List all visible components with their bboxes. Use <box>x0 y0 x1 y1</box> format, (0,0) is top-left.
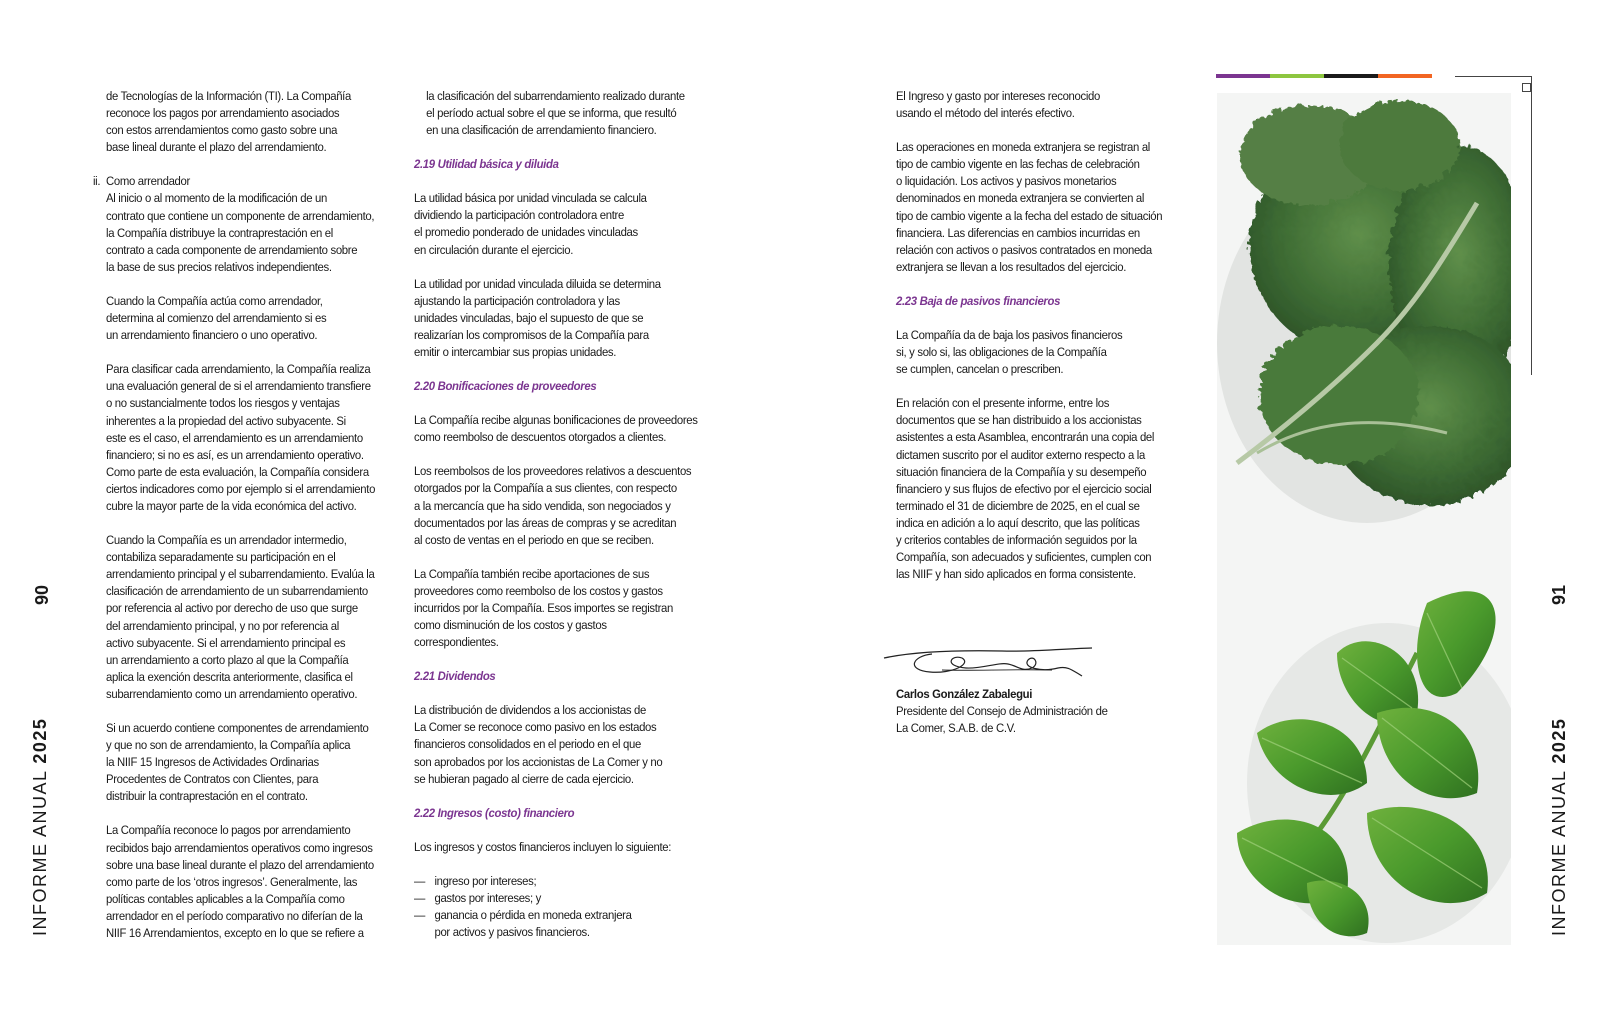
decorative-frame-square <box>1522 83 1531 92</box>
paragraph: La distribución de dividendos a los accionistas de La Comer se reconoce como pasivo en los estados financieros consolidados en el periodo en el que son aprobados por los accionistas de La Comer y no se hubieran pagado al cierre de cada ejercicio. <box>414 703 663 786</box>
page-number-right: 91 <box>1549 584 1569 605</box>
dash-list-item <box>414 890 704 907</box>
paragraph: La Compañía también recibe aportaciones de sus proveedores como reembolso de los costos y gastos incurridos por la Compañía. Esos importes se registran como disminución de los costos y gastos correspondientes. <box>414 566 673 650</box>
dash-bullet: — <box>414 890 426 905</box>
paragraph: El Ingreso y gasto por intereses reconocido usando el método del interés efectivo. <box>896 89 1101 121</box>
signature-block <box>896 686 1186 737</box>
color-bars <box>1216 74 1432 78</box>
side-label-year: 2025 <box>30 717 50 764</box>
page-number-left: 90 <box>32 584 52 605</box>
paragraph: La utilidad por unidad vinculada diluida se determina ajustando la participación controladora y las unidades vinculadas, bajo el supuesto de que se realizarían los compromisos de la Compañía para emitir o intercambiar sus propias unidades. <box>414 276 661 360</box>
list-item-ii <box>92 173 396 276</box>
paragraph: Los ingresos y costos financieros incluyen lo siguiente: <box>414 839 672 854</box>
paragraph: Al inicio o al momento de la modificación de un contrato que contiene un componente de arrendamiento, la Compañía distribuye la contraprestación en el contrato a cada componente de arrendamiento sobre la base de sus precios relativos independientes. <box>106 191 375 274</box>
column-1 <box>92 88 396 959</box>
paragraph: Las operaciones en moneda extranjera se registran al tipo de cambio vigente en las fechas de celebración o liquidación. Los activos y pasivos monetarios denominados en moneda extranjera se convierten al tipo de cambio vigente a la fecha del estado de situación financiera. Las diferencias en cambios incurridas en relación con activos o pasivos contratados en moneda extranjera se llevan a los resultados del ejercicio. <box>896 140 1163 274</box>
dash-list-item <box>414 873 704 890</box>
signatory-name: Carlos González Zabalegui <box>896 687 1033 701</box>
paragraph: Cuando la Compañía es un arrendador intermedio, contabiliza separadamente su participación en el arrendamiento principal y el subarrendamiento. Evalúa la clasificación de arrendamiento de un subarrendamiento por referencia al activo por derecho de uso que surge del arrendamiento principal, y no por referencia al activo subyacente. Si el arrendamiento principal es un arrendamiento a corto plazo al que la Compañía aplica la exención descrita anteriormente, clasifica el subarrendamiento como un arrendamiento operativo. <box>106 533 375 701</box>
paragraph: de Tecnologías de la Información (TI). La Compañía reconoce los pagos por arrendamiento asociados con estos arrendamientos como gasto sobre una base lineal durante el plazo del arrendamiento. <box>106 89 351 155</box>
kale-basil-illustration <box>1217 93 1511 945</box>
color-bar-green <box>1270 74 1324 78</box>
section-heading-2-22: 2.22 Ingresos (costo) financiero <box>414 805 575 820</box>
vegetable-photo <box>1217 93 1511 945</box>
column-3 <box>896 88 1186 600</box>
side-label-left <box>30 718 51 936</box>
paragraph: Cuando la Compañía actúa como arrendador, determina al comienzo del arrendamiento si es un arrendamiento financiero o uno operativo. <box>106 293 327 343</box>
paragraph: La Compañía recibe algunas bonificaciones de proveedores como reembolso de descuentos otorgados a clientes. <box>414 413 698 445</box>
paragraph: Para clasificar cada arrendamiento, la Compañía realiza una evaluación general de si el arrendamiento transfiere o no sustancialmente todos los riesgos y ventajas inherentes a la propiedad del activo subyacente. Si este es el caso, el arrendamiento es un arrendamiento financiero; si no es así, es un arrendamiento operativo. Como parte de esta evaluación, la Compañía considera ciertos indicadores como por ejemplo si el arrendamiento cubre la mayor parte de la vida económica del activo. <box>106 362 376 513</box>
section-heading-2-19: 2.19 Utilidad básica y diluida <box>414 157 559 172</box>
paragraph: Los reembolsos de los proveedores relativos a descuentos otorgados por la Compañía a sus clientes, con respecto a la mercancía que ha sido vendida, son negociados y documentados por las áreas de compras y se acreditan al costo de ventas en el periodo en que se reciben. <box>414 464 692 547</box>
side-label-right <box>1549 718 1570 936</box>
color-bar-black <box>1324 74 1378 78</box>
list-heading: Como arrendador <box>106 174 190 189</box>
paragraph: La Compañía da de baja los pasivos financieros si, y solo si, las obligaciones de la Compañía se cumplen, cancelan o prescriben. <box>896 327 1123 377</box>
dash-list-text: gastos por intereses; y <box>434 890 542 905</box>
paragraph: La utilidad básica por unidad vinculada se calcula dividiendo la participación controladora entre el promedio ponderado de unidades vinculadas en circulación durante el ejercicio. <box>414 191 647 257</box>
paragraph: La Compañía reconoce lo pagos por arrendamiento recibidos bajo arrendamientos operativos como ingresos sobre una base lineal durante el plazo del arrendamiento como parte de los ‘otros ingresos’. Generalmente, las políticas contables aplicables a la Compañía como arrendador en el período comparativo no diferían de la NIIF 16 Arrendamientos, excepto en lo que se refiere a <box>106 823 374 941</box>
paragraph: En relación con el presente informe, entre los documentos que se han distribuido a los accionistas asistentes a esta Asamblea, encontrarán una copia del dictamen suscrito por el auditor externo respecto a la situación financiera de la Compañía y su desempeño financiero y sus flujos de efectivo por el ejercicio social terminado el 31 de diciembre de 2025, en el cual se indica en adición a lo aquí descrito, que las políticas y criterios contables de información seguidos por la Compañía, son adecuados y suficientes, cumplen con las NIIF y han sido aplicados en forma consistente. <box>896 396 1155 582</box>
signature-image <box>882 646 1097 688</box>
dash-bullet: — <box>414 873 426 888</box>
section-heading-2-23: 2.23 Baja de pasivos financieros <box>896 293 1061 308</box>
dash-list-text: ganancia o pérdida en moneda extranjera por activos y pasivos financieros. <box>434 908 632 940</box>
section-heading-2-20: 2.20 Bonificaciones de proveedores <box>414 379 597 394</box>
color-bar-orange <box>1378 74 1432 78</box>
dash-bullet: — <box>414 908 426 922</box>
dash-list-text: ingreso por intereses; <box>434 873 537 888</box>
paragraph: la clasificación del subarrendamiento realizado durante el período actual sobre el que se informa, que resultó en una clasificación de arrendamiento financiero. <box>426 89 685 138</box>
list-number: ii. <box>92 174 101 189</box>
section-heading-2-21: 2.21 Dividendos <box>414 669 496 684</box>
dash-list-item <box>414 907 704 941</box>
signatory-title: Presidente del Consejo de Administración de La Comer, S.A.B. de C.V. <box>896 704 1108 736</box>
side-label-year: 2025 <box>1549 717 1569 764</box>
color-bar-purple <box>1216 74 1270 78</box>
column-2 <box>414 88 704 941</box>
side-label-text: INFORME ANUAL <box>30 763 50 936</box>
side-label-text: INFORME ANUAL <box>1549 763 1569 936</box>
paragraph: Si un acuerdo contiene componentes de arrendamiento y que no son de arrendamiento, la Compañía aplica la NIIF 15 Ingresos de Actividades Ordinarias Procedentes de Contratos con Clientes, para distribuir la contraprestación en el contrato. <box>106 721 369 804</box>
